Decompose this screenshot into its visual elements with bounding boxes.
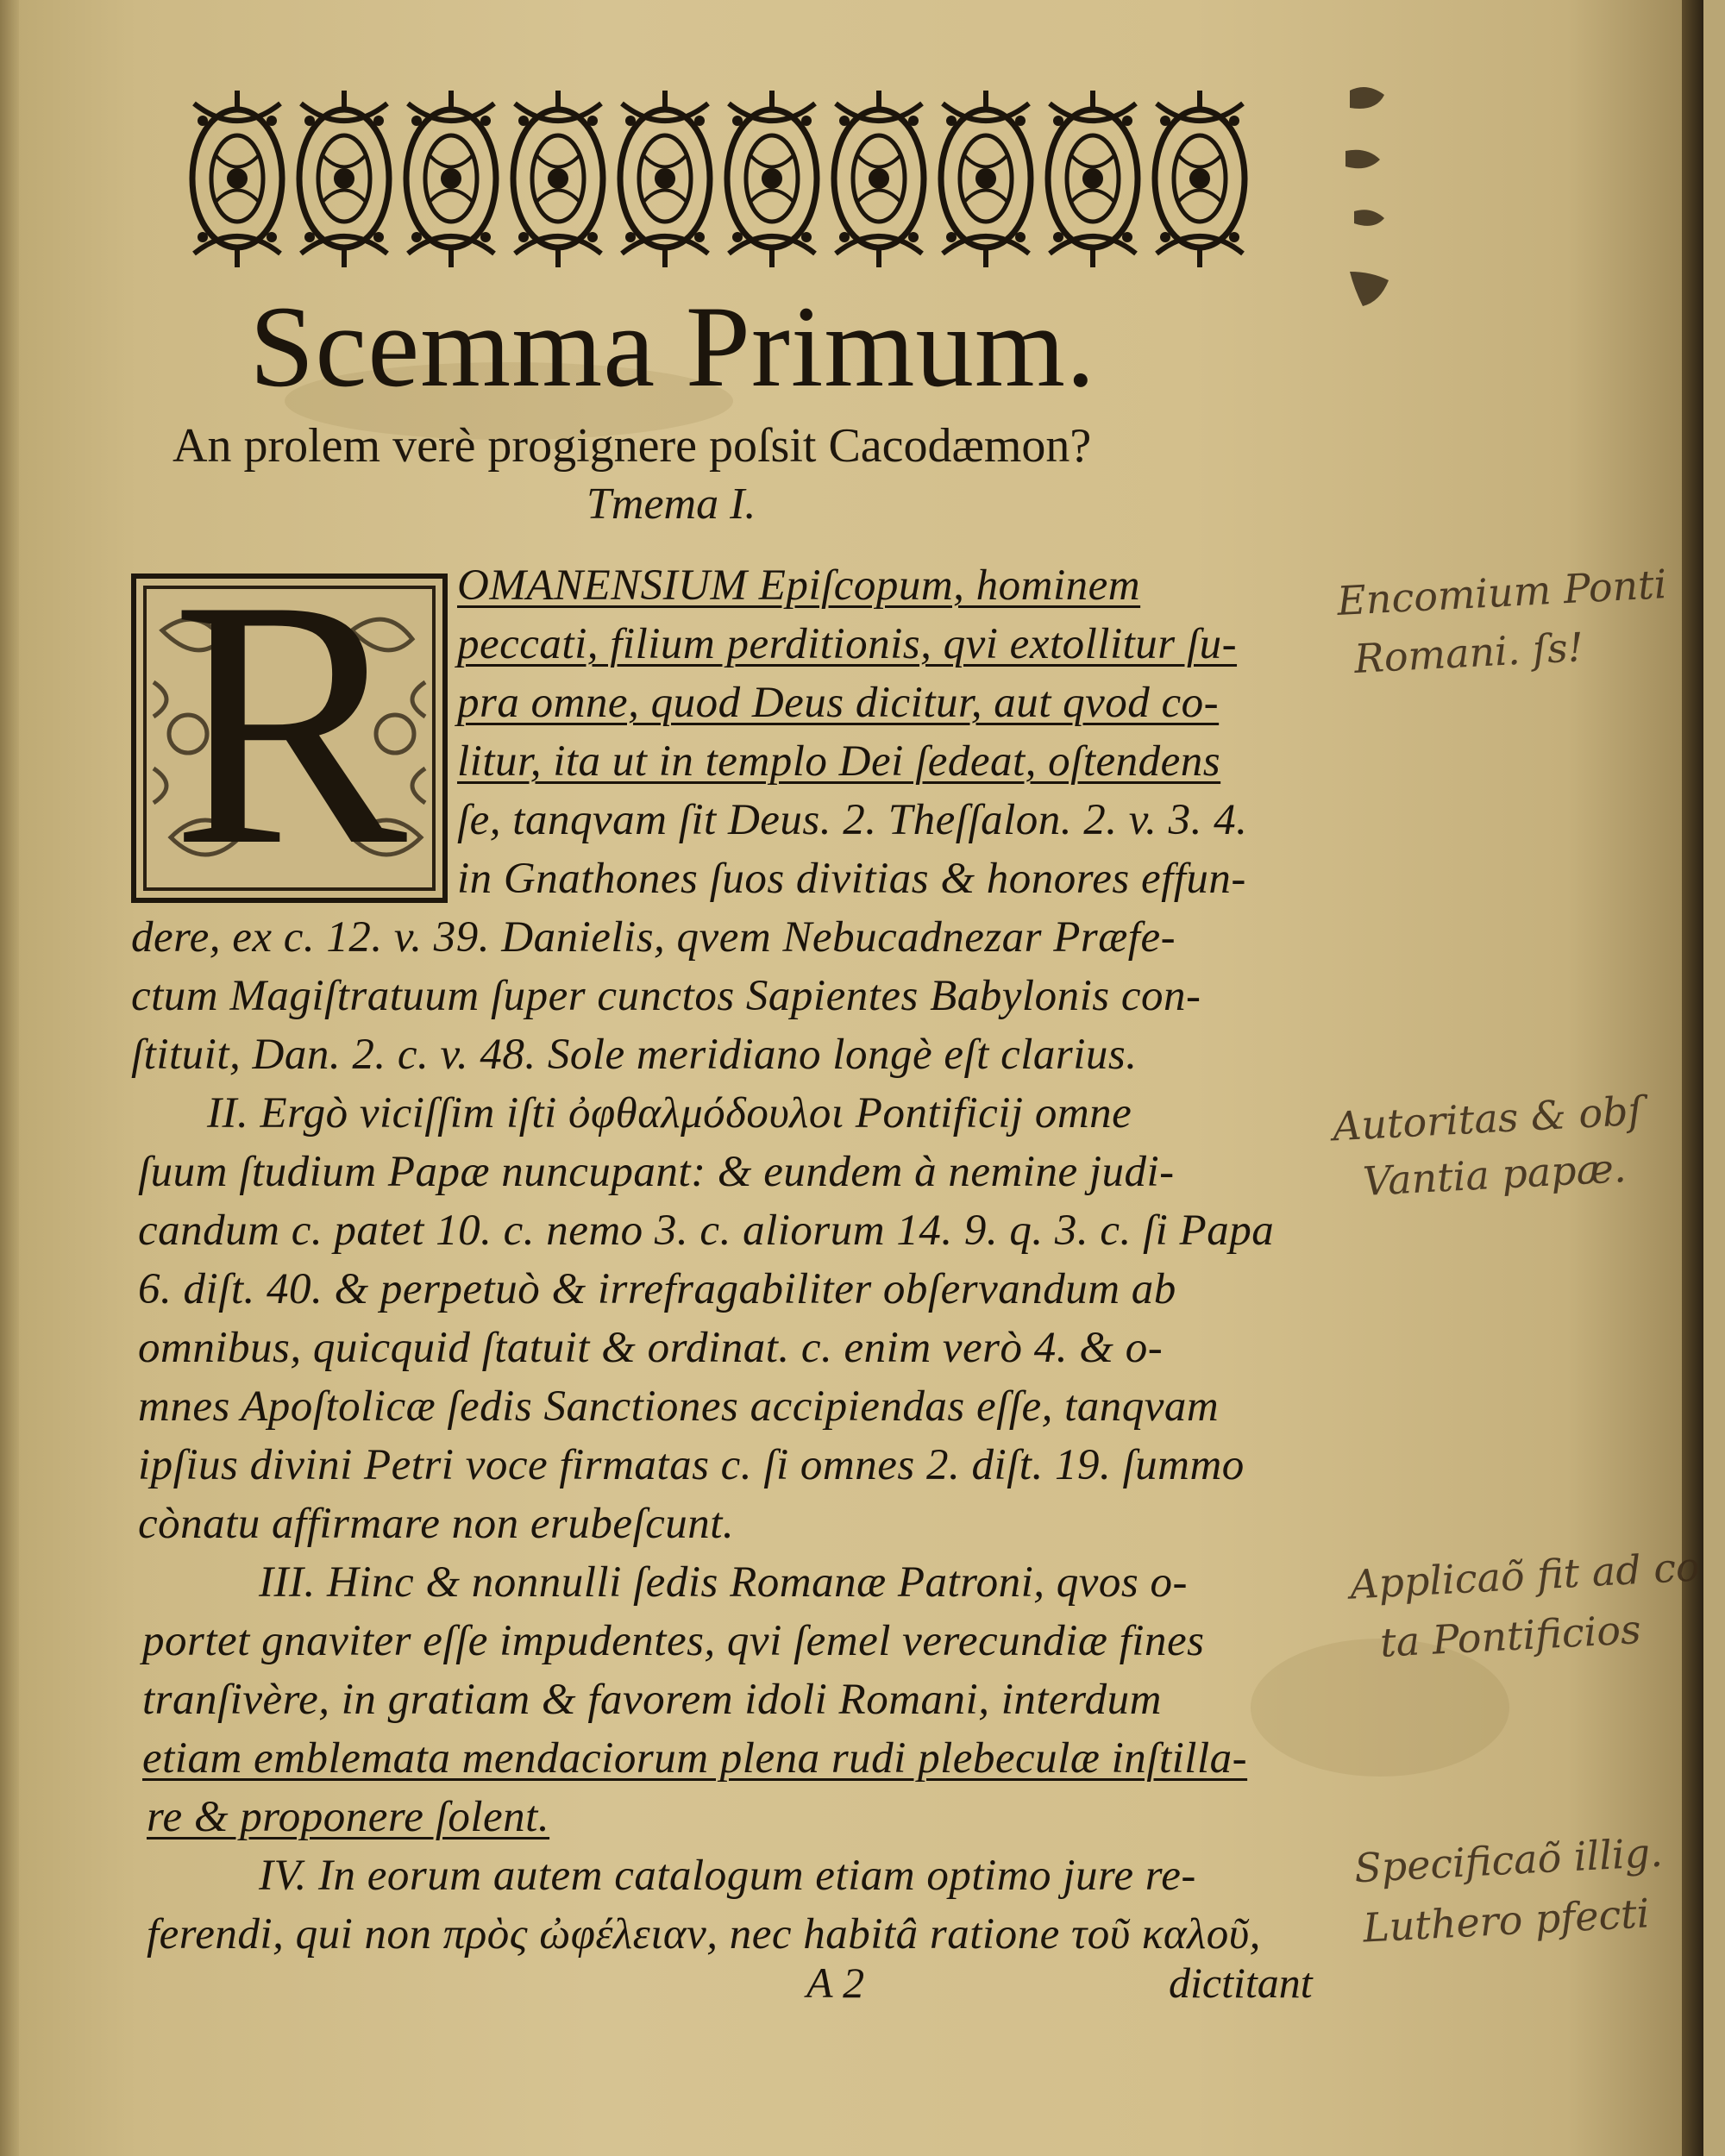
section-heading: Tmema I. [586,479,756,529]
text-line: litur, ita ut in templo Dei ſedeat, oſtendens [457,737,1221,786]
text-line: mnes Apoſtolicæ ſedis Sanctiones accipiendas eſſe, tanqvam [138,1382,1220,1431]
text-line: dere, ex c. 12. v. 39. Danielis, qvem Nebucadnezar Præfe- [131,913,1176,962]
page-subtitle: An prolem verè progignere poſsit Cacodæmon? [172,419,1092,473]
text-line: peccati, filium perditionis, qvi extollitur ſu- [457,620,1238,668]
margin-note-1-line1: Encomium Ponti [1335,561,1668,624]
text-line: II. Ergò viciſſim iſti ὀφθαλμόδουλοι Pontificij omne [207,1089,1132,1138]
text-line: ſe, tanqvam ſit Deus. 2. Theſſalon. 2. v. 3. 4. [457,796,1248,844]
text-line: portet gnaviter eſſe impudentes, qvi ſemel verecundiæ fines [142,1617,1205,1665]
margin-note-2-line1: Autoritas & obſ [1331,1087,1644,1150]
text-line: omnibus, quicquid ſtatuit & ordinat. c. enim verò 4. & o- [138,1324,1164,1372]
decorated-initial [131,527,448,918]
margin-note-3-line2: ta Pontificios [1378,1606,1642,1666]
text-line: ſuum ſtudium Papæ nuncupant: & eundem à nemine judi- [138,1148,1175,1196]
text-line: ſtituit, Dan. 2. c. v. 48. Sole meridiano longè eſt clarius. [131,1031,1138,1079]
signature-mark: A 2 [806,1959,865,2007]
margin-note-2-line2: Vantia papæ. [1361,1144,1628,1205]
text-line: OMANENSIUM Epiſcopum, hominem [457,561,1141,610]
headpiece-ornament [185,86,1255,272]
margin-note-4-line1: Specificaõ illig. [1352,1828,1664,1892]
text-line: re & proponere ſolent. [147,1793,550,1841]
text-line: in Gnathones ſuos divitias & honores effun- [457,855,1246,903]
margin-note-3-line1: Applicaõ fit ad co [1348,1543,1701,1608]
ink-bleed-marks [1333,73,1436,332]
text-line: pra omne, quod Deus dicitur, aut qvod co- [457,679,1220,727]
text-line: ctum Magiſtratuum ſuper cunctos Sapientes Babylonis con- [131,972,1201,1020]
margin-note-1-line2: Romani. ſs! [1352,624,1585,682]
text-line: ipſius divini Petri voce firmatas c. ſi omnes 2. diſt. 19. ſummo [138,1441,1245,1489]
text-line: IV. In eorum autem catalogum etiam optimo jure re- [259,1852,1196,1900]
page-title: Scemma Primum. [249,283,1096,411]
page-edge [1682,0,1703,2156]
margin-note-4-line2: Luthero pfecti [1361,1890,1651,1952]
text-line: ferendi, qui non πρὸς ὠφέλειαν, nec habitâ ratione τοῦ καλοῦ, [147,1910,1261,1959]
text-line: III. Hinc & nonnulli ſedis Romanæ Patroni, qvos o- [259,1558,1188,1607]
dropcap-letter: R [171,527,408,918]
text-line: tranſivère, in gratiam & favorem idoli Romani, interdum [142,1676,1162,1724]
text-line: candum c. patet 10. c. nemo 3. c. aliorum 14. 9. q. 3. c. ſi Papa [138,1206,1275,1255]
catchword: dictitant [1169,1959,1313,2007]
text-line: etiam emblemata mendaciorum plena rudi plebeculæ inſtilla- [142,1734,1248,1783]
text-line: cònatu affirmare non erubeſcunt. [138,1500,735,1548]
text-line: 6. diſt. 40. & perpetuò & irrefragabiliter obſervandum ab [138,1265,1176,1313]
